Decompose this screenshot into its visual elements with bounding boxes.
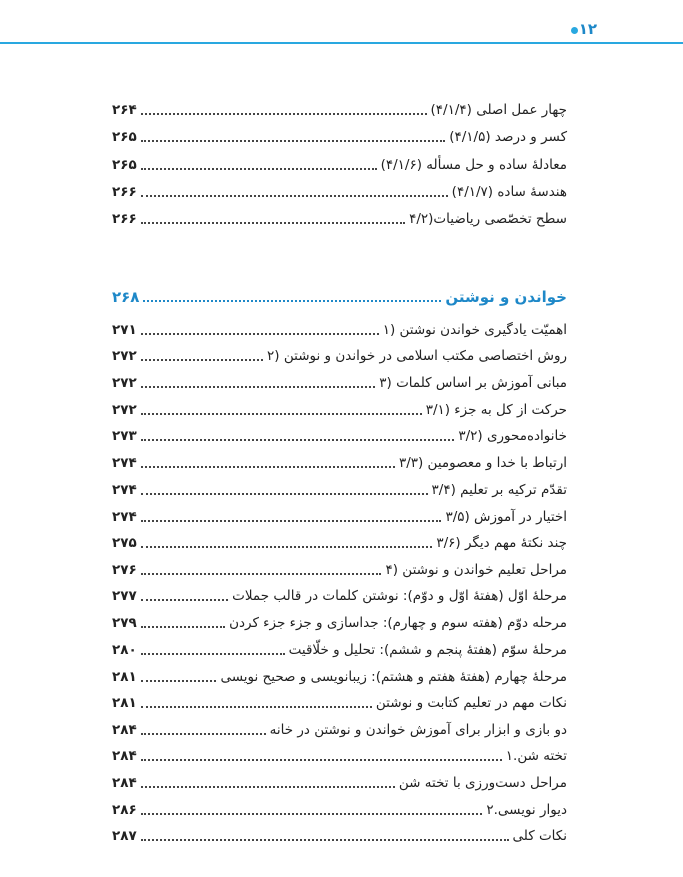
chapter-page: ۲۶۸	[112, 288, 140, 306]
page-header	[0, 0, 683, 45]
toc-entry-title: ۳/۲) خانواده‌محوری	[458, 428, 567, 444]
toc-entry-page: ۲۷۱	[112, 322, 137, 338]
toc-entry-title: ۳/۳) ارتباط با خدا و معصومین	[398, 455, 567, 471]
toc-entry-page: ۲۶۶	[112, 184, 137, 200]
toc-entry-page: ۲۸۴	[112, 722, 137, 738]
leader-dots	[141, 195, 448, 197]
toc-entry[interactable]	[112, 692, 567, 714]
toc-entry-title: (۴/۱/۶) معادلهٔ ساده و حل مسأله	[380, 157, 567, 173]
toc-entry-title: ۲.دیوار نویسی	[486, 802, 567, 818]
toc-entry-title: ۳/۶) چند نکتهٔ مهم دیگر	[436, 535, 567, 551]
toc-entry-title: (۴/۱/۵) کسر و درصد	[449, 129, 567, 145]
toc-entry-page: ۲۶۴	[112, 102, 137, 118]
toc-entry-title: ۱.تخته شن	[505, 748, 567, 764]
toc-entry-page: ۲۷۲	[112, 348, 137, 364]
toc-entry-page: ۲۷۷	[112, 588, 137, 604]
leader-dots	[141, 626, 225, 628]
toc-entry-title: ۱) اهمیّت یادگیری خواندن نوشتن	[382, 322, 567, 338]
toc-entry-page: ۲۷۵	[112, 535, 137, 551]
header-rule	[0, 42, 683, 44]
leader-dots	[141, 386, 376, 388]
leader-dots	[141, 466, 395, 468]
leader-dots	[141, 493, 428, 495]
toc-entry-page: ۲۷۴	[112, 509, 137, 525]
toc-entry-title: ۲) روش اختصاصی مکتب اسلامی در خواندن و نوشتن	[267, 348, 567, 364]
toc-entry[interactable]	[112, 399, 567, 421]
leader-dots	[141, 546, 433, 548]
toc-entry-title: ۳/۵) اختیار در آموزش	[445, 509, 567, 525]
toc-entry[interactable]	[112, 126, 567, 148]
toc-entry[interactable]	[112, 719, 567, 741]
toc-entry[interactable]	[112, 452, 567, 474]
leader-dots	[141, 520, 442, 522]
page-number: ۱۲	[578, 20, 597, 38]
leader-dots	[141, 839, 509, 841]
toc-entry[interactable]	[112, 745, 567, 767]
toc-chapter-heading[interactable]	[112, 286, 567, 308]
toc-entry-page: ۲۸۱	[112, 695, 137, 711]
toc-entry[interactable]	[112, 208, 567, 230]
toc-entry-page: ۲۸۴	[112, 775, 137, 791]
bullet-dot-icon	[571, 27, 578, 34]
leader-dots	[141, 599, 228, 601]
toc-entry[interactable]	[112, 345, 567, 367]
toc-entry-page: ۲۷۲	[112, 402, 137, 418]
toc-entry-title: مرحلهٔ چهارم (هفتهٔ هفتم و هشتم): زیبانویسی و صحیح نویسی	[220, 669, 567, 685]
toc-entry[interactable]	[112, 559, 567, 581]
toc-entry-title: ۳) مبانی آموزش بر اساس کلمات	[379, 375, 567, 391]
leader-dots	[141, 333, 379, 335]
leader-dots	[141, 140, 445, 142]
toc-entry-page: ۲۷۳	[112, 428, 137, 444]
toc-entry[interactable]	[112, 585, 567, 607]
leader-dots	[141, 573, 382, 575]
toc-entry[interactable]	[112, 639, 567, 661]
toc-entry-page: ۲۶۵	[112, 129, 137, 145]
leader-dots	[141, 439, 455, 441]
toc-entry-title: نکات مهم در تعلیم کتابت و نوشتن	[375, 695, 567, 711]
toc-entry-title: مراحل دست‌ورزی با تخته شن	[398, 775, 567, 791]
leader-dots	[141, 113, 427, 115]
toc-entry-title: ۳/۴) تقدّم ترکیه بر تعلیم	[431, 482, 567, 498]
leader-dots	[141, 733, 266, 735]
toc-entry-title: مرحلهٔ اوّل (هفتهٔ اوّل و دوّم): نوشتن کلمات در قالب جملات	[232, 588, 567, 604]
leader-dots	[141, 359, 263, 361]
toc-entry-page: ۲۸۴	[112, 748, 137, 764]
leader-dots	[141, 222, 405, 224]
toc-entry[interactable]	[112, 799, 567, 821]
toc-entry-page: ۲۷۶	[112, 562, 137, 578]
leader-dots	[141, 759, 502, 761]
toc-entry[interactable]	[112, 154, 567, 176]
toc-entry-title: دو بازی و ابزار برای آموزش خواندن و نوشتن در خانه	[269, 722, 567, 738]
toc-entry[interactable]	[112, 506, 567, 528]
toc-entry-page: ۲۶۶	[112, 211, 137, 227]
leader-dots	[141, 680, 217, 682]
toc-entry[interactable]	[112, 825, 567, 847]
leader-dots	[141, 813, 483, 815]
toc-entry-title: ۴/۲)سطح تخصّصی ریاضیات	[409, 211, 567, 227]
toc-entry[interactable]	[112, 181, 567, 203]
toc-entry-page: ۲۸۷	[112, 828, 137, 844]
toc-entry-page: ۲۷۹	[112, 615, 137, 631]
toc-entry-page: ۲۷۴	[112, 455, 137, 471]
chapter-title: خواندن و نوشتن	[445, 288, 567, 306]
leader-dots	[141, 706, 372, 708]
toc-entry-page: ۲۷۲	[112, 375, 137, 391]
leader-dots	[141, 168, 377, 170]
toc-entry-page: ۲۷۴	[112, 482, 137, 498]
toc-entry-title: (۴/۱/۴) چهار عمل اصلی	[430, 102, 567, 118]
leader-dots	[141, 413, 422, 415]
toc-entry-page: ۲۶۵	[112, 157, 137, 173]
leader-dots	[141, 653, 285, 655]
toc-entry-page: ۲۸۰	[112, 642, 137, 658]
toc-entry[interactable]	[112, 319, 567, 341]
toc-entry-title: ۴) مراحل تعلیم خواندن و نوشتن	[385, 562, 567, 578]
toc-entry[interactable]	[112, 99, 567, 121]
leader-dots	[141, 786, 395, 788]
toc-entry-title: مرحلهٔ سوّم (هفتهٔ پنجم و ششم): تحلیل و خلّاقیت	[288, 642, 567, 658]
toc-entry[interactable]	[112, 372, 567, 394]
toc-entry[interactable]	[112, 479, 567, 501]
toc-entry-title: ۳/۱) حرکت از کل به جزء	[425, 402, 567, 418]
toc-entry[interactable]	[112, 612, 567, 634]
toc-entry-page: ۲۸۱	[112, 669, 137, 685]
toc-entry[interactable]	[112, 772, 567, 794]
toc-entry[interactable]	[112, 425, 567, 447]
toc-entry-title: نکات کلی	[512, 828, 567, 844]
toc-entry-page: ۲۸۶	[112, 802, 137, 818]
toc-entry[interactable]	[112, 666, 567, 688]
toc-entry-title: (۴/۱/۷) هندسهٔ ساده	[451, 184, 567, 200]
toc-entry-title: مرحله دوّم (هفته سوم و چهارم): جداسازی و جزء جزء کردن	[229, 615, 567, 631]
leader-dots	[143, 300, 441, 302]
toc-entry[interactable]	[112, 532, 567, 554]
